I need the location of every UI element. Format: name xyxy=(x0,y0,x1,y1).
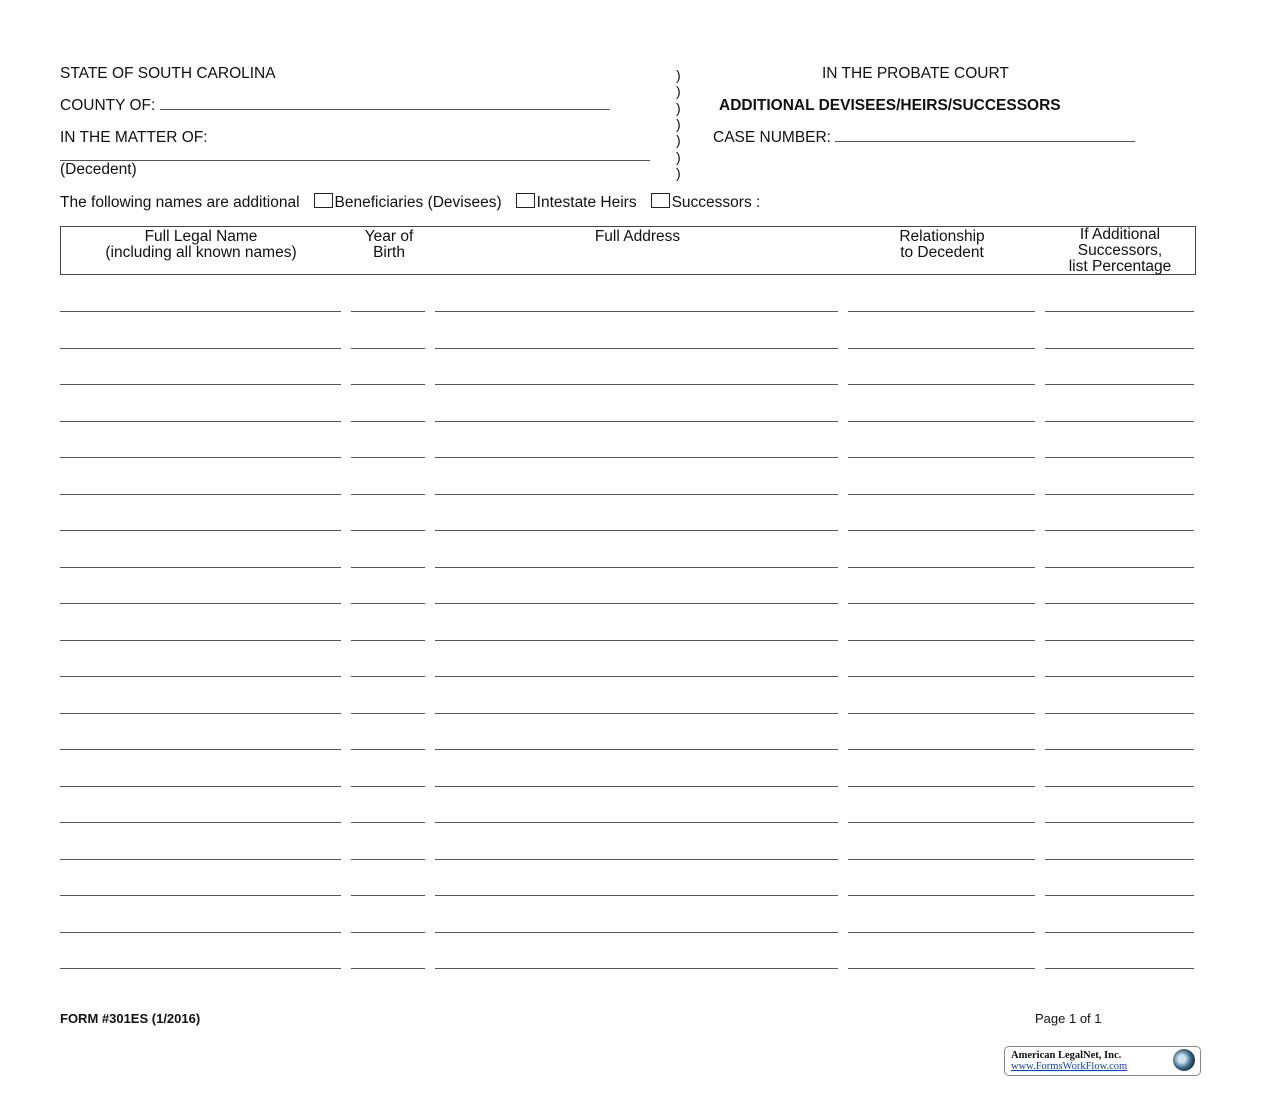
col-relationship xyxy=(849,229,1035,261)
row-8-col-2-input[interactable] xyxy=(351,567,425,568)
col-text: Year of xyxy=(364,228,414,245)
row-3-col-2-input[interactable] xyxy=(351,384,425,385)
row-6-col-5-input[interactable] xyxy=(1045,494,1194,495)
row-5-col-4-input[interactable] xyxy=(848,457,1035,458)
row-10-col-5-input[interactable] xyxy=(1045,640,1194,641)
row-7-col-3-input[interactable] xyxy=(435,530,838,531)
row-4-col-1-input[interactable] xyxy=(60,421,341,422)
col-year-of-birth xyxy=(351,229,427,261)
publisher-logo xyxy=(1004,1046,1201,1076)
row-14-col-3-input[interactable] xyxy=(435,786,838,787)
row-1-col-1-input[interactable] xyxy=(60,311,341,312)
selection-intro: The following names are additional xyxy=(60,194,300,211)
paren: ) xyxy=(676,99,681,116)
row-19-col-2-input[interactable] xyxy=(351,968,425,969)
row-14-col-1-input[interactable] xyxy=(60,786,341,787)
row-5-col-2-input[interactable] xyxy=(351,457,425,458)
selection-line xyxy=(60,193,760,212)
col-percentage xyxy=(1045,227,1195,275)
row-11-col-1-input[interactable] xyxy=(60,676,341,677)
row-14-col-5-input[interactable] xyxy=(1045,786,1194,787)
row-10-col-2-input[interactable] xyxy=(351,640,425,641)
row-6-col-1-input[interactable] xyxy=(60,494,341,495)
row-16-col-3-input[interactable] xyxy=(435,859,838,860)
row-19-col-1-input[interactable] xyxy=(60,968,341,969)
col-text: If Additional xyxy=(1079,226,1161,243)
paren: ) xyxy=(676,115,681,132)
row-17-col-4-input[interactable] xyxy=(848,895,1035,896)
row-16-col-4-input[interactable] xyxy=(848,859,1035,860)
beneficiaries-checkbox[interactable] xyxy=(314,193,333,208)
row-8-col-1-input[interactable] xyxy=(60,567,341,568)
row-19-col-4-input[interactable] xyxy=(848,968,1035,969)
row-2-col-1-input[interactable] xyxy=(60,348,341,349)
row-17-col-1-input[interactable] xyxy=(60,895,341,896)
intestate-heirs-label: Intestate Heirs xyxy=(536,194,637,211)
row-5-col-5-input[interactable] xyxy=(1045,457,1194,458)
col-text: list Percentage xyxy=(1068,258,1172,275)
row-18-col-3-input[interactable] xyxy=(435,932,838,933)
decedent-input[interactable] xyxy=(60,160,650,161)
row-5-col-3-input[interactable] xyxy=(435,457,838,458)
row-10-col-3-input[interactable] xyxy=(435,640,838,641)
row-7-col-2-input[interactable] xyxy=(351,530,425,531)
row-3-col-1-input[interactable] xyxy=(60,384,341,385)
row-7-col-5-input[interactable] xyxy=(1045,530,1194,531)
row-13-col-1-input[interactable] xyxy=(60,749,341,750)
successors-checkbox[interactable] xyxy=(651,193,670,208)
row-9-col-5-input[interactable] xyxy=(1045,603,1194,604)
row-12-col-1-input[interactable] xyxy=(60,713,341,714)
row-2-col-2-input[interactable] xyxy=(351,348,425,349)
col-full-address xyxy=(436,229,839,245)
row-11-col-2-input[interactable] xyxy=(351,676,425,677)
row-13-col-2-input[interactable] xyxy=(351,749,425,750)
case-number-field xyxy=(713,129,1135,147)
row-17-col-2-input[interactable] xyxy=(351,895,425,896)
intestate-heirs-checkbox[interactable] xyxy=(516,193,535,208)
row-9-col-4-input[interactable] xyxy=(848,603,1035,604)
row-8-col-5-input[interactable] xyxy=(1045,567,1194,568)
row-10-col-1-input[interactable] xyxy=(60,640,341,641)
row-1-col-4-input[interactable] xyxy=(848,311,1035,312)
successors-label: Successors : xyxy=(671,194,761,211)
row-14-col-2-input[interactable] xyxy=(351,786,425,787)
table-header xyxy=(60,226,1196,275)
row-13-col-4-input[interactable] xyxy=(848,749,1035,750)
row-13-col-5-input[interactable] xyxy=(1045,749,1194,750)
row-7-col-4-input[interactable] xyxy=(848,530,1035,531)
row-15-col-2-input[interactable] xyxy=(351,822,425,823)
col-text: (including all known names) xyxy=(105,244,297,261)
col-text: Full Legal Name xyxy=(144,228,258,245)
row-11-col-4-input[interactable] xyxy=(848,676,1035,677)
row-16-col-2-input[interactable] xyxy=(351,859,425,860)
row-6-col-2-input[interactable] xyxy=(351,494,425,495)
paren: ) xyxy=(676,83,681,100)
logo-url[interactable]: www.FormsWorkFlow.com xyxy=(1011,1061,1128,1072)
paren: ) xyxy=(676,67,681,83)
row-18-col-4-input[interactable] xyxy=(848,932,1035,933)
row-7-col-1-input[interactable] xyxy=(60,530,341,531)
col-full-legal-name xyxy=(61,229,341,261)
row-13-col-3-input[interactable] xyxy=(435,749,838,750)
row-9-col-2-input[interactable] xyxy=(351,603,425,604)
row-9-col-3-input[interactable] xyxy=(435,603,838,604)
logo-company: American LegalNet, Inc. xyxy=(1011,1050,1122,1061)
form-title: ADDITIONAL DEVISEES/HEIRS/SUCCESSORS xyxy=(719,97,1061,114)
row-2-col-5-input[interactable] xyxy=(1045,348,1194,349)
row-1-col-5-input[interactable] xyxy=(1045,311,1194,312)
row-6-col-4-input[interactable] xyxy=(848,494,1035,495)
row-3-col-3-input[interactable] xyxy=(435,384,838,385)
row-6-col-3-input[interactable] xyxy=(435,494,838,495)
row-1-col-2-input[interactable] xyxy=(351,311,425,312)
county-input[interactable] xyxy=(160,109,610,110)
county-label: COUNTY OF: xyxy=(60,97,156,114)
page-number: Page 1 of 1 xyxy=(1035,1011,1102,1026)
row-15-col-4-input[interactable] xyxy=(848,822,1035,823)
row-11-col-5-input[interactable] xyxy=(1045,676,1194,677)
beneficiaries-label: Beneficiaries (Devisees) xyxy=(334,194,502,211)
row-1-col-3-input[interactable] xyxy=(435,311,838,312)
form-number: FORM #301ES (1/2016) xyxy=(60,1011,201,1026)
col-text: Relationship xyxy=(899,228,985,245)
col-text: Birth xyxy=(373,244,405,261)
row-4-col-2-input[interactable] xyxy=(351,421,425,422)
col-text: to Decedent xyxy=(900,244,984,261)
row-4-col-4-input[interactable] xyxy=(848,421,1035,422)
row-12-col-2-input[interactable] xyxy=(351,713,425,714)
row-14-col-4-input[interactable] xyxy=(848,786,1035,787)
row-11-col-3-input[interactable] xyxy=(435,676,838,677)
case-number-input[interactable] xyxy=(835,141,1135,142)
globe-icon xyxy=(1173,1049,1195,1071)
row-5-col-1-input[interactable] xyxy=(60,457,341,458)
row-19-col-3-input[interactable] xyxy=(435,968,838,969)
row-4-col-3-input[interactable] xyxy=(435,421,838,422)
row-2-col-3-input[interactable] xyxy=(435,348,838,349)
matter-label: IN THE MATTER OF: xyxy=(60,129,208,146)
row-18-col-5-input[interactable] xyxy=(1045,932,1194,933)
state-label: STATE OF SOUTH CAROLINA xyxy=(60,65,276,82)
row-15-col-5-input[interactable] xyxy=(1045,822,1194,823)
row-16-col-1-input[interactable] xyxy=(60,859,341,860)
row-8-col-4-input[interactable] xyxy=(848,567,1035,568)
row-10-col-4-input[interactable] xyxy=(848,640,1035,641)
row-12-col-5-input[interactable] xyxy=(1045,713,1194,714)
paren: ) xyxy=(676,164,681,181)
row-18-col-1-input[interactable] xyxy=(60,932,341,933)
row-3-col-4-input[interactable] xyxy=(848,384,1035,385)
case-number-label: CASE NUMBER: xyxy=(713,129,831,146)
paren: ) xyxy=(676,132,681,149)
row-12-col-4-input[interactable] xyxy=(848,713,1035,714)
paren: ) xyxy=(676,148,681,165)
row-2-col-4-input[interactable] xyxy=(848,348,1035,349)
row-16-col-5-input[interactable] xyxy=(1045,859,1194,860)
row-17-col-3-input[interactable] xyxy=(435,895,838,896)
court-label: IN THE PROBATE COURT xyxy=(822,65,1009,82)
row-9-col-1-input[interactable] xyxy=(60,603,341,604)
county-field xyxy=(60,97,610,115)
row-17-col-5-input[interactable] xyxy=(1045,895,1194,896)
row-12-col-3-input[interactable] xyxy=(435,713,838,714)
row-8-col-3-input[interactable] xyxy=(435,567,838,568)
row-15-col-1-input[interactable] xyxy=(60,822,341,823)
col-text: Full Address xyxy=(594,228,681,245)
row-19-col-5-input[interactable] xyxy=(1045,968,1194,969)
row-3-col-5-input[interactable] xyxy=(1045,384,1194,385)
row-4-col-5-input[interactable] xyxy=(1045,421,1194,422)
col-text: Successors, xyxy=(1077,242,1163,259)
decedent-label: (Decedent) xyxy=(60,161,137,178)
row-18-col-2-input[interactable] xyxy=(351,932,425,933)
row-15-col-3-input[interactable] xyxy=(435,822,838,823)
